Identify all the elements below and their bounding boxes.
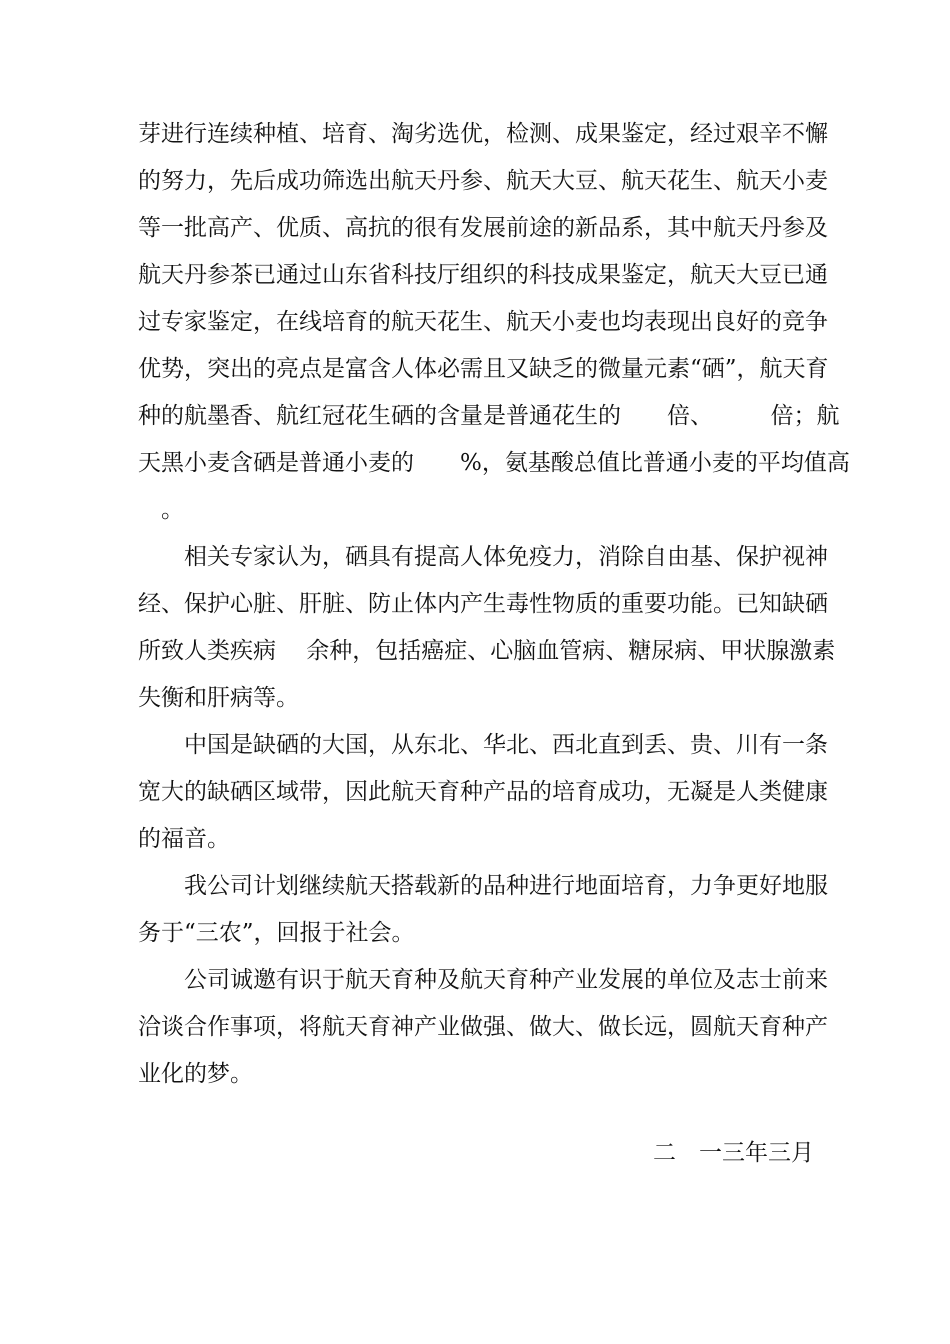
paragraph1-line-3: 等一批高产、优质、高抗的很有发展前途的新品系，其中航天丹参及 (138, 215, 828, 241)
paragraph2-line-1: 相关专家认为，硒具有提高人体免疫力，消除自由基、保护视神 (138, 544, 828, 570)
paragraph2-line-3: 所致人类疾病 余种，包括癌症、心脑血管病、糖尿病、甲状腺激素 (138, 638, 836, 664)
paragraph5-line-1: 公司诚邀有识于航天育种及航天育种产业发展的单位及志士前来 (138, 967, 828, 993)
paragraph1-line-7: 种的航墨香、航红冠花生硒的含量是普通花生的 倍、 倍；航 (138, 403, 840, 429)
paragraph1-line-5: 过专家鉴定，在线培育的航天花生、航天小麦也均表现出良好的竞争 (138, 309, 828, 335)
paragraph2-line-2: 经、保护心脏、肝脏、防止体内产生毒性物质的重要功能。已知缺硒 (138, 591, 828, 617)
paragraph5-line-2: 洽谈合作事项，将航天育神产业做强、做大、做长远，圆航天育种产 (138, 1014, 828, 1040)
paragraph4-line-2: 务于“三农”，回报于社会。 (138, 920, 415, 946)
paragraph1-line-1: 芽进行连续种植、培育、淘劣选优，检测、成果鉴定，经过艰辛不懈 (138, 121, 828, 147)
paragraph2-line-4: 失衡和肝病等。 (138, 685, 299, 711)
paragraph3-line-1: 中国是缺硒的大国，从东北、华北、西北直到丢、贵、川有一条 (138, 732, 828, 758)
paragraph5-line-3: 业化的梦。 (138, 1061, 253, 1087)
paragraph1-line-2: 的努力，先后成功筛选出航天丹参、航天大豆、航天花生、航天小麦 (138, 168, 828, 194)
document-date: 二 一三年三月 (653, 1140, 814, 1166)
paragraph4-line-1: 我公司计划继续航天搭载新的品种进行地面培育，力争更好地服 (138, 873, 828, 899)
paragraph3-line-2: 宽大的缺硒区域带，因此航天育种产品的培育成功，无凝是人类健康 (138, 779, 828, 805)
paragraph1-line-9: 。 (138, 497, 184, 523)
paragraph1-line-6: 优势，突出的亮点是富含人体必需且又缺乏的微量元素“硒”，航天育 (138, 356, 829, 382)
paragraph1-line-4: 航天丹参茶已通过山东省科技厅组织的科技成果鉴定，航天大豆已通 (138, 262, 828, 288)
paragraph1-line-8: 天黑小麦含硒是普通小麦的 %，氨基酸总值比普通小麦的平均值高 (138, 450, 850, 476)
paragraph3-line-3: 的福音。 (138, 826, 230, 852)
